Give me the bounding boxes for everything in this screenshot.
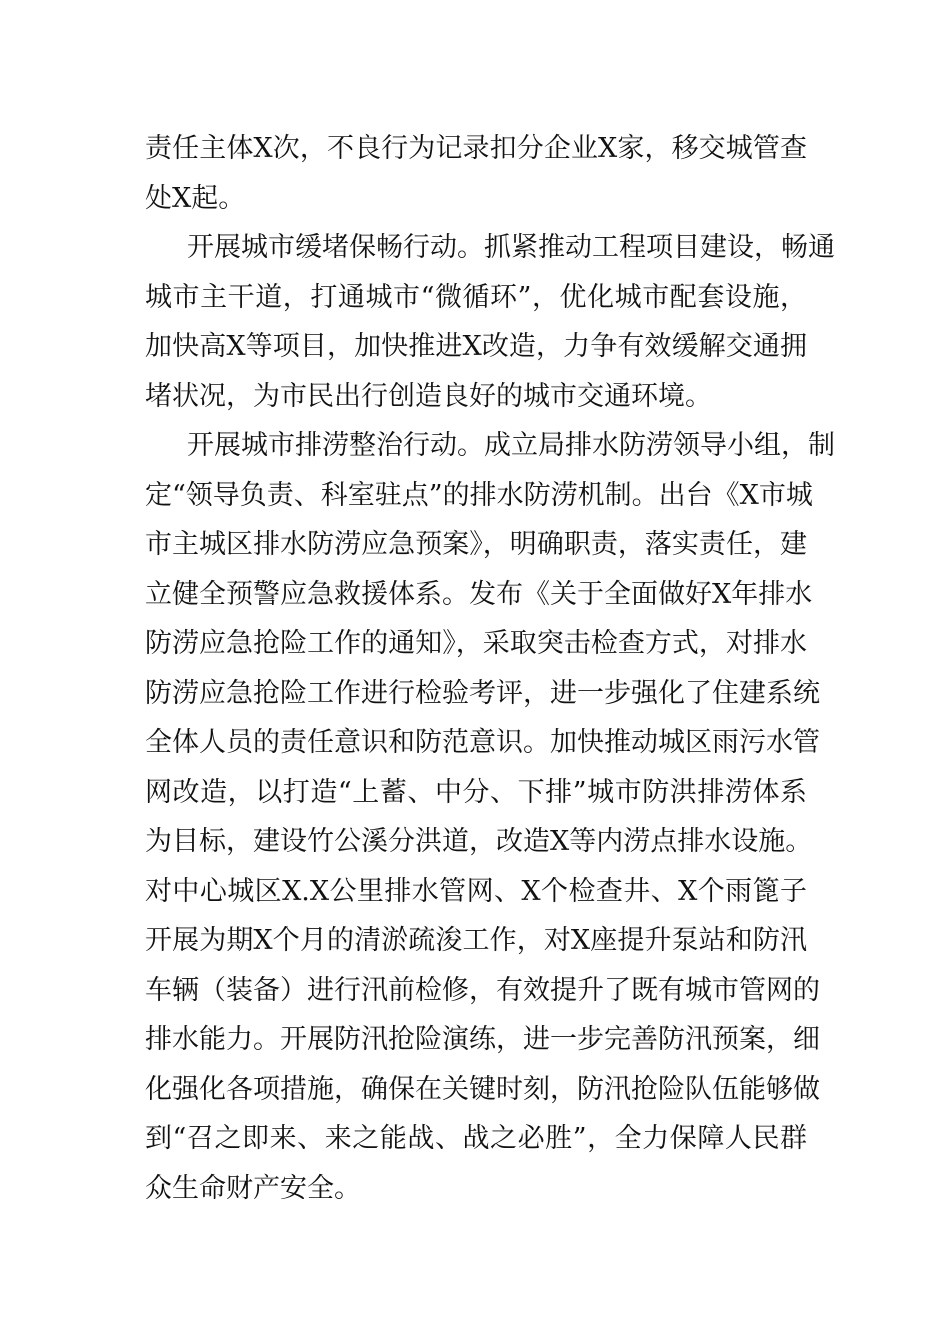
text-line: 城市主干道，打通城市“微循环”，优化城市配套设施，	[145, 281, 807, 313]
text-line: 处X起。	[145, 182, 246, 214]
text-line: 到“召之即来、来之能战、战之必胜”，全力保障人民群	[145, 1123, 807, 1154]
text-line: 开展城市排涝整治行动。成立局排水防涝领导小组，制	[187, 430, 835, 461]
paragraph-enforcement-continuation	[145, 124, 807, 223]
text-line: 定“领导负责、科室驻点”的排水防涝机制。出台《X市城	[145, 479, 813, 511]
text-line: 为目标，建设竹公溪分洪道，改造X等内涝点排水设施。	[145, 826, 813, 857]
text-line: 车辆（装备）进行汛前检修，有效提升了既有城市管网的	[145, 974, 820, 1006]
text-line: 防涝应急抢险工作进行检验考评，进一步强化了住建系统	[145, 677, 820, 709]
paragraph-drainage-action	[145, 421, 835, 1213]
text-line: 对中心城区X.X公里排水管网、X个检查井、X个雨篦子	[145, 875, 807, 907]
text-line: 加快高X等项目，加快推进X改造，力争有效缓解交通拥	[145, 331, 807, 362]
text-line: 防涝应急抢险工作的通知》，采取突击检查方式，对排水	[145, 628, 807, 659]
text-line: 排水能力。开展防汛抢险演练，进一步完善防汛预案，细	[145, 1024, 820, 1055]
text-line: 化强化各项措施，确保在关键时刻，防汛抢险队伍能够做	[145, 1073, 820, 1105]
text-line: 全体人员的责任意识和防范意识。加快推动城区雨污水管	[145, 727, 820, 758]
text-line: 责任主体X次，不良行为记录扣分企业X家，移交城管查	[145, 133, 807, 164]
text-line: 市主城区排水防涝应急预案》，明确职责，落实责任，建	[145, 529, 807, 560]
paragraph-traffic-action	[145, 223, 835, 421]
text-line: 开展为期X个月的清淤疏浚工作，对X座提升泵站和防汛	[145, 925, 807, 956]
text-line: 网改造，以打造“上蓄、中分、下排”城市防洪排涝体系	[145, 776, 807, 808]
text-line: 众生命财产安全。	[145, 1172, 361, 1204]
text-line: 立健全预警应急救援体系。发布《关于全面做好X年排水	[145, 578, 813, 610]
text-line: 开展城市缓堵保畅行动。抓紧推动工程项目建设，畅通	[187, 232, 835, 263]
text-line: 堵状况，为市民出行创造良好的城市交通环境。	[145, 380, 712, 412]
document-body	[145, 124, 835, 1213]
